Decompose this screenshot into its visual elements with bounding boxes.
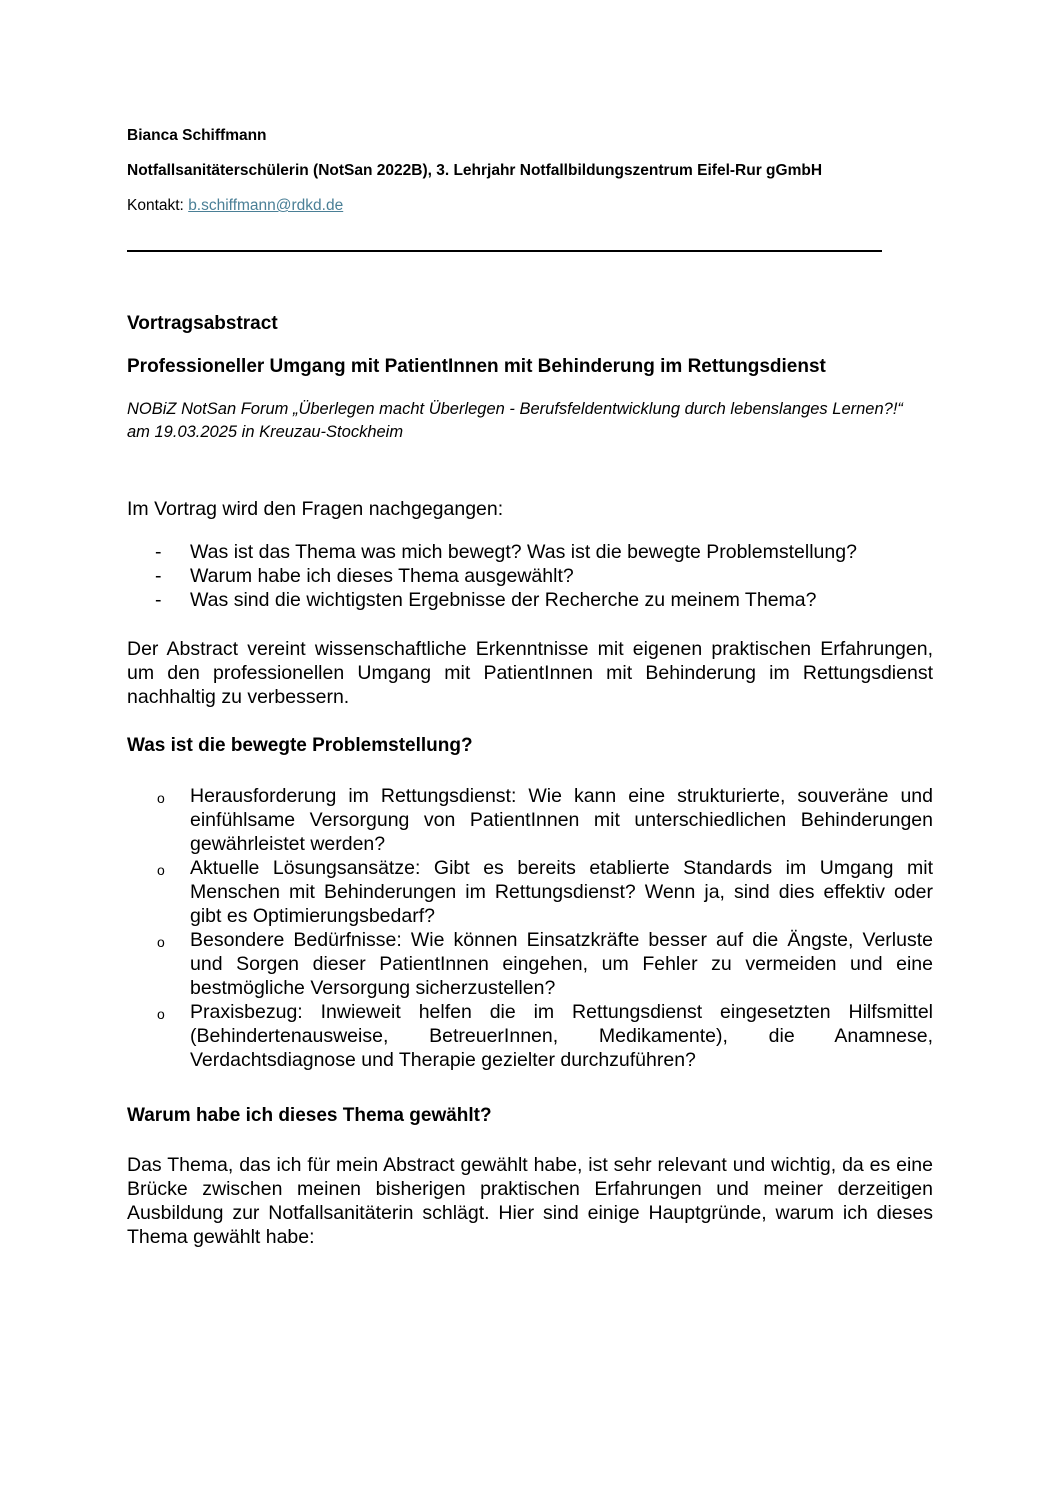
section-kicker: Vortragsabstract <box>127 313 278 334</box>
list-item-text: Praxisbezug: Inwieweit helfen die im Rettungsdienst eingesetzten Hilfsmittel (Behindertenausweise, BetreuerInnen, Medikamente), die Anamnese, Verdachtsdiagnose und Therapie gezielter durchzuführen? <box>190 1001 933 1071</box>
why-paragraph: Das Thema, das ich für mein Abstract gewählt habe, ist sehr relevant und wichtig, da es eine Brücke zwischen meinen bisherigen praktischen Erfahrungen und meiner derzeitigen Ausbildung zur Notfallsanitäterin schlägt. Hier sind einige Hauptgründe, warum ich dieses Thema gewählt habe: <box>127 1154 933 1248</box>
list-item <box>127 784 933 856</box>
why-heading: Warum habe ich dieses Thema gewählt? <box>127 1105 492 1126</box>
dash-bullet-icon: - <box>155 589 162 611</box>
dash-bullet-icon: - <box>155 565 162 587</box>
circle-bullet-icon: o <box>157 862 165 878</box>
list-item <box>127 856 933 928</box>
list-item <box>127 540 857 564</box>
contact-line <box>127 197 343 215</box>
list-item-text: Warum habe ich dieses Thema ausgewählt? <box>190 565 574 587</box>
contact-email-link[interactable]: b.schiffmann@rdkd.de <box>188 197 344 214</box>
event-info: NOBiZ NotSan Forum „Überlegen macht Überlegen - Berufsfeldentwicklung durch lebenslanges Lernen?!“ am 19.03.2025 in Kreuzau-Stockheim <box>127 400 903 441</box>
abstract-title: Professioneller Umgang mit PatientInnen mit Behinderung im Rettungsdienst <box>127 356 826 377</box>
contact-label: Kontakt: <box>127 197 189 214</box>
header-divider <box>127 250 882 252</box>
summary-paragraph: Der Abstract vereint wissenschaftliche Erkenntnisse mit eigenen praktischen Erfahrungen, um den professionellen Umgang mit PatientInnen mit Behinderung im Rettungsdienst nachhaltig zu verbessern. <box>127 638 933 708</box>
list-item <box>127 588 857 612</box>
dash-bullet-icon: - <box>155 541 162 563</box>
circle-bullet-icon: o <box>157 790 165 806</box>
intro-lead: Im Vortrag wird den Fragen nachgegangen: <box>127 498 504 520</box>
circle-bullet-icon: o <box>157 1006 165 1022</box>
author-affiliation: Notfallsanitäterschülerin (NotSan 2022B), 3. Lehrjahr Notfallbildungszentrum Eifel-Rur gGmbH <box>127 162 823 179</box>
list-item <box>127 564 857 588</box>
list-item-text: Was ist das Thema was mich bewegt? Was ist die bewegte Problemstellung? <box>190 541 857 563</box>
list-item-text: Was sind die wichtigsten Ergebnisse der Recherche zu meinem Thema? <box>190 589 817 611</box>
list-item <box>127 928 933 1000</box>
circle-bullet-icon: o <box>157 934 165 950</box>
problem-heading: Was ist die bewegte Problemstellung? <box>127 735 473 756</box>
list-item-text: Aktuelle Lösungsansätze: Gibt es bereits etablierte Standards im Umgang mit Menschen mit Behinderungen im Rettungsdienst? Wenn ja, sind dies effektiv oder gibt es Optimierungsbedarf? <box>190 857 933 927</box>
questions-list <box>127 540 857 612</box>
problem-list <box>127 784 933 1072</box>
list-item <box>127 1000 933 1072</box>
list-item-text: Besondere Bedürfnisse: Wie können Einsatzkräfte besser auf die Ängste, Verluste und Sorgen dieser PatientInnen eingehen, um Fehler zu vermeiden und eine bestmögliche Versorgung sicherzustellen? <box>190 929 933 999</box>
list-item-text: Herausforderung im Rettungsdienst: Wie kann eine strukturierte, souveräne und einfühlsame Versorgung von PatientInnen mit unterschiedlichen Behinderungen gewährleistet werden? <box>190 785 933 855</box>
author-name: Bianca Schiffmann <box>127 127 267 144</box>
